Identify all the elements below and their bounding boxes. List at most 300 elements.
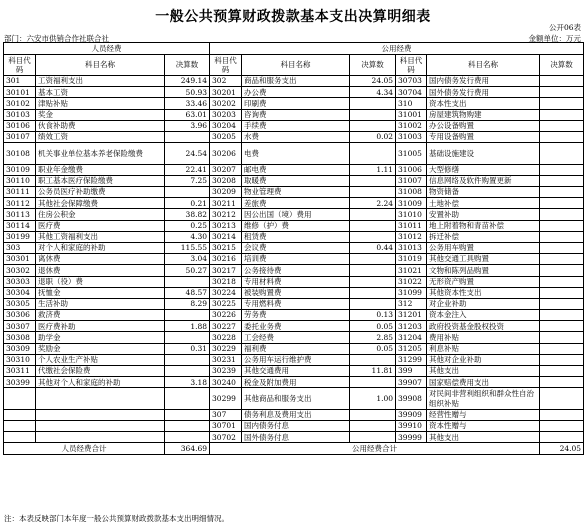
table-row (4, 388, 584, 410)
cell-amount-3 (540, 298, 584, 309)
cell-name-2: 被装购置费 (242, 287, 350, 298)
cell-amount-2: 0.13 (350, 310, 396, 321)
cell-code-2: 30211 (210, 198, 242, 209)
cell-amount-2: 0.44 (350, 242, 396, 253)
cell-name-1: 代缴社会保险费 (36, 366, 165, 377)
cell-name-3: 其他交通工具购置 (427, 254, 540, 265)
cell-name-3: 公务用车购置 (427, 242, 540, 253)
cell-amount-1: 50.93 (165, 87, 210, 98)
cell-code-3: 31007 (396, 175, 427, 186)
cell-name-2: 公务用车运行维护费 (242, 354, 350, 365)
cell-amount-1: 249.14 (165, 76, 210, 87)
cell-code-2: 30212 (210, 209, 242, 220)
cell-amount-3 (540, 321, 584, 332)
cell-name-2: 电费 (242, 143, 350, 165)
cell-name-2: 办公费 (242, 87, 350, 98)
cell-code-1 (4, 409, 36, 420)
cell-name-1: 机关事业单位基本养老保险缴费 (36, 143, 165, 165)
cell-code-3: 31003 (396, 131, 427, 142)
table-row (4, 242, 584, 253)
cell-code-1: 30309 (4, 343, 36, 354)
cell-code-2: 30205 (210, 131, 242, 142)
table-row (4, 421, 584, 432)
cell-name-2: 手续费 (242, 120, 350, 131)
cell-amount-3 (540, 354, 584, 365)
cell-code-3: 31201 (396, 310, 427, 321)
cell-code-2: 30299 (210, 388, 242, 410)
table-row (4, 143, 584, 165)
cell-name-2: 专用材料费 (242, 276, 350, 287)
cell-name-1: 基本工资 (36, 87, 165, 98)
cell-name-2: 专用燃料费 (242, 298, 350, 309)
cell-code-1: 30113 (4, 209, 36, 220)
cell-code-3: 39909 (396, 409, 427, 420)
header-code: 科目代码 (210, 55, 242, 76)
header-name: 科目名称 (427, 55, 540, 76)
table-row (4, 231, 584, 242)
cell-name-3: 基础设施建设 (427, 143, 540, 165)
cell-amount-2 (350, 265, 396, 276)
cell-code-3: 39999 (396, 432, 427, 443)
cell-name-2: 水费 (242, 131, 350, 142)
cell-amount-2 (350, 377, 396, 388)
cell-name-2: 咨询费 (242, 109, 350, 120)
cell-amount-1: 38.82 (165, 209, 210, 220)
cell-amount-2 (350, 187, 396, 198)
cell-name-2: 会议费 (242, 242, 350, 253)
cell-code-1: 30114 (4, 220, 36, 231)
cell-name-2: 其他交通费用 (242, 366, 350, 377)
total-public-label: 公用经费合计 (210, 443, 540, 455)
cell-code-1 (4, 421, 36, 432)
cell-code-2: 30217 (210, 265, 242, 276)
table-row (4, 254, 584, 265)
cell-amount-3 (540, 265, 584, 276)
cell-code-2: 30226 (210, 310, 242, 321)
cell-name-1: 医疗费 (36, 220, 165, 231)
cell-name-2: 租赁费 (242, 231, 350, 242)
cell-name-3: 物资储备 (427, 187, 540, 198)
cell-code-3: 39910 (396, 421, 427, 432)
cell-name-2: 印刷费 (242, 98, 350, 109)
cell-code-2: 30240 (210, 377, 242, 388)
table-row (4, 332, 584, 343)
cell-code-1: 30101 (4, 87, 36, 98)
cell-name-1: 其他对个人和家庭的补助 (36, 377, 165, 388)
cell-name-2: 商品和服务支出 (242, 76, 350, 87)
cell-name-1 (36, 409, 165, 420)
cell-name-1: 职工基本医疗保险缴费 (36, 175, 165, 186)
cell-code-2: 30224 (210, 287, 242, 298)
cell-amount-3 (540, 366, 584, 377)
cell-name-1: 退休费 (36, 265, 165, 276)
cell-amount-2 (350, 175, 396, 186)
table-row (4, 354, 584, 365)
cell-code-2: 30218 (210, 276, 242, 287)
cell-code-1: 30111 (4, 187, 36, 198)
department-label: 部门：六安市供销合作社联合社 (4, 34, 109, 43)
cell-code-3: 30704 (396, 87, 427, 98)
cell-name-1: 救济费 (36, 310, 165, 321)
table-row (4, 220, 584, 231)
cell-code-2: 30201 (210, 87, 242, 98)
cell-amount-1: 24.54 (165, 143, 210, 165)
page-title: 一般公共预算财政拨款基本支出决算明细表 (155, 9, 431, 25)
cell-name-2: 维修（护）费 (242, 220, 350, 231)
table-row (4, 87, 584, 98)
cell-amount-3 (540, 76, 584, 87)
cell-name-1: 伙食补助费 (36, 120, 165, 131)
cell-code-1: 303 (4, 242, 36, 253)
cell-amount-3 (540, 98, 584, 109)
section-header-public: 公用经费 (210, 43, 584, 55)
cell-amount-3 (540, 120, 584, 131)
cell-code-2: 30239 (210, 366, 242, 377)
table-row (4, 287, 584, 298)
cell-name-1: 其他工资福利支出 (36, 231, 165, 242)
cell-amount-2: 2.24 (350, 198, 396, 209)
cell-name-2: 债务利息及费用支出 (242, 409, 350, 420)
cell-name-1: 津贴补贴 (36, 98, 165, 109)
cell-amount-1 (165, 332, 210, 343)
cell-amount-2 (350, 143, 396, 165)
cell-code-3: 39908 (396, 388, 427, 410)
cell-amount-1: 0.21 (165, 198, 210, 209)
cell-amount-3 (540, 377, 584, 388)
cell-amount-2: 24.05 (350, 76, 396, 87)
cell-code-1: 30110 (4, 175, 36, 186)
cell-code-2: 30213 (210, 220, 242, 231)
cell-amount-1: 22.41 (165, 164, 210, 175)
cell-name-1: 其他社会保障缴费 (36, 198, 165, 209)
cell-code-3: 31019 (396, 254, 427, 265)
cell-code-2: 30702 (210, 432, 242, 443)
cell-name-1: 公务员医疗补助缴费 (36, 187, 165, 198)
table-row (4, 164, 584, 175)
cell-amount-1 (165, 310, 210, 321)
cell-code-1: 30107 (4, 131, 36, 142)
cell-amount-2 (350, 120, 396, 131)
table-row (4, 366, 584, 377)
cell-name-3: 资本性支出 (427, 98, 540, 109)
cell-code-3: 31012 (396, 231, 427, 242)
cell-amount-3 (540, 87, 584, 98)
cell-code-3: 31299 (396, 354, 427, 365)
cell-amount-1 (165, 366, 210, 377)
cell-code-2: 30229 (210, 343, 242, 354)
cell-name-3: 政府投资基金股权投资 (427, 321, 540, 332)
cell-code-1: 30102 (4, 98, 36, 109)
cell-amount-3 (540, 231, 584, 242)
cell-code-3: 31008 (396, 187, 427, 198)
cell-amount-2: 0.02 (350, 131, 396, 142)
cell-amount-1 (165, 131, 210, 142)
cell-name-3: 地上附着物和青苗补偿 (427, 220, 540, 231)
cell-name-1: 奖励金 (36, 343, 165, 354)
cell-name-3: 国外债务发行费用 (427, 87, 540, 98)
cell-amount-3 (540, 310, 584, 321)
cell-amount-1: 48.57 (165, 287, 210, 298)
cell-amount-2 (350, 98, 396, 109)
cell-amount-3 (540, 432, 584, 443)
cell-code-1: 30399 (4, 377, 36, 388)
cell-amount-2 (350, 298, 396, 309)
header-code: 科目代码 (396, 55, 427, 76)
cell-code-2: 30216 (210, 254, 242, 265)
cell-amount-3 (540, 209, 584, 220)
cell-code-1: 30306 (4, 310, 36, 321)
header-amount: 决算数 (165, 55, 210, 76)
cell-amount-1 (165, 421, 210, 432)
cell-name-1: 住房公积金 (36, 209, 165, 220)
cell-name-2: 福利费 (242, 343, 350, 354)
cell-code-1: 30308 (4, 332, 36, 343)
cell-name-1: 退职（役）费 (36, 276, 165, 287)
cell-amount-1 (165, 409, 210, 420)
cell-amount-3 (540, 109, 584, 120)
cell-name-1: 工资福利支出 (36, 76, 165, 87)
cell-amount-1: 4.30 (165, 231, 210, 242)
cell-amount-1: 115.55 (165, 242, 210, 253)
cell-amount-1: 33.46 (165, 98, 210, 109)
cell-amount-3 (540, 421, 584, 432)
cell-amount-3 (540, 131, 584, 142)
cell-name-2: 劳务费 (242, 310, 350, 321)
cell-code-2: 30225 (210, 298, 242, 309)
cell-name-3: 信息网络及软件购置更新 (427, 175, 540, 186)
cell-amount-1: 63.01 (165, 109, 210, 120)
cell-name-1 (36, 432, 165, 443)
cell-code-3: 31001 (396, 109, 427, 120)
cell-name-3: 房屋建筑物购建 (427, 109, 540, 120)
cell-code-3: 31022 (396, 276, 427, 287)
cell-amount-3 (540, 143, 584, 165)
cell-code-3: 310 (396, 98, 427, 109)
cell-amount-2 (350, 409, 396, 420)
cell-amount-2: 1.00 (350, 388, 396, 410)
cell-amount-1: 0.25 (165, 220, 210, 231)
cell-amount-2: 0.05 (350, 343, 396, 354)
cell-name-1: 职业年金缴费 (36, 164, 165, 175)
cell-code-3: 31006 (396, 164, 427, 175)
cell-name-1: 个人农业生产补贴 (36, 354, 165, 365)
table-row (4, 298, 584, 309)
table-row (4, 209, 584, 220)
cell-name-2: 差旅费 (242, 198, 350, 209)
cell-name-2: 委托业务费 (242, 321, 350, 332)
cell-code-1: 30310 (4, 354, 36, 365)
cell-amount-1 (165, 354, 210, 365)
cell-name-2: 因公出国（境）费用 (242, 209, 350, 220)
cell-code-2: 30701 (210, 421, 242, 432)
cell-name-1: 离休费 (36, 254, 165, 265)
cell-name-3: 专用设备购置 (427, 131, 540, 142)
cell-amount-2 (350, 432, 396, 443)
cell-code-3: 312 (396, 298, 427, 309)
cell-name-3: 其他支出 (427, 366, 540, 377)
cell-amount-2 (350, 220, 396, 231)
cell-name-2: 工会经费 (242, 332, 350, 343)
cell-name-3: 土地补偿 (427, 198, 540, 209)
cell-name-2: 其他商品和服务支出 (242, 388, 350, 410)
cell-code-3: 31010 (396, 209, 427, 220)
cell-code-1: 30199 (4, 231, 36, 242)
table-row (4, 265, 584, 276)
cell-name-2: 培训费 (242, 254, 350, 265)
cell-amount-2: 4.34 (350, 87, 396, 98)
cell-amount-2: 1.11 (350, 164, 396, 175)
cell-code-2: 30208 (210, 175, 242, 186)
cell-amount-1: 3.96 (165, 120, 210, 131)
cell-code-2: 30203 (210, 109, 242, 120)
cell-name-3: 拆迁补偿 (427, 231, 540, 242)
cell-name-1 (36, 421, 165, 432)
cell-code-2: 30206 (210, 143, 242, 165)
cell-amount-3 (540, 175, 584, 186)
cell-amount-3 (540, 276, 584, 287)
cell-name-3: 办公设备购置 (427, 120, 540, 131)
cell-name-2: 取暖费 (242, 175, 350, 186)
cell-name-3: 资本金注入 (427, 310, 540, 321)
cell-name-3: 安置补助 (427, 209, 540, 220)
cell-amount-3 (540, 198, 584, 209)
cell-amount-1 (165, 187, 210, 198)
cell-code-1 (4, 388, 36, 410)
total-personnel-label: 人员经费合计 (4, 443, 165, 455)
cell-code-3: 31204 (396, 332, 427, 343)
cell-name-3: 其他资本性支出 (427, 287, 540, 298)
cell-amount-3 (540, 254, 584, 265)
cell-code-1: 30304 (4, 287, 36, 298)
cell-code-1: 30106 (4, 120, 36, 131)
cell-code-3: 31005 (396, 143, 427, 165)
cell-name-2: 国外债务付息 (242, 432, 350, 443)
cell-amount-2 (350, 231, 396, 242)
cell-code-2: 30231 (210, 354, 242, 365)
cell-amount-2 (350, 276, 396, 287)
cell-name-3: 大型修缮 (427, 164, 540, 175)
table-row (4, 198, 584, 209)
cell-code-2: 30227 (210, 321, 242, 332)
cell-code-2: 30207 (210, 164, 242, 175)
cell-code-3: 31009 (396, 198, 427, 209)
cell-code-2: 30214 (210, 231, 242, 242)
cell-name-1: 助学金 (36, 332, 165, 343)
cell-name-2: 物业管理费 (242, 187, 350, 198)
cell-name-2: 税金及附加费用 (242, 377, 350, 388)
cell-name-3: 其他对企业补助 (427, 354, 540, 365)
cell-amount-1: 7.25 (165, 175, 210, 186)
total-public-value: 24.05 (540, 443, 584, 455)
cell-code-1: 30305 (4, 298, 36, 309)
header-amount: 决算数 (350, 55, 396, 76)
cell-name-1: 对个人和家庭的补助 (36, 242, 165, 253)
cell-name-3: 国家赔偿费用支出 (427, 377, 540, 388)
cell-name-1: 奖金 (36, 109, 165, 120)
table-row (4, 109, 584, 120)
cell-code-3: 31002 (396, 120, 427, 131)
cell-code-2: 307 (210, 409, 242, 420)
table-row (4, 409, 584, 420)
cell-amount-1 (165, 388, 210, 410)
cell-code-1: 30307 (4, 321, 36, 332)
cell-amount-2: 11.81 (350, 366, 396, 377)
cell-name-2: 国内债务付息 (242, 421, 350, 432)
cell-amount-3 (540, 220, 584, 231)
cell-amount-2: 2.85 (350, 332, 396, 343)
cell-amount-3 (540, 409, 584, 420)
cell-code-1: 30103 (4, 109, 36, 120)
expenditure-table (3, 42, 584, 455)
cell-amount-1 (165, 432, 210, 443)
cell-name-3: 无形资产购置 (427, 276, 540, 287)
table-row (4, 131, 584, 142)
cell-amount-1: 8.29 (165, 298, 210, 309)
cell-name-2: 邮电费 (242, 164, 350, 175)
cell-name-3: 其他支出 (427, 432, 540, 443)
table-row (4, 76, 584, 87)
cell-code-3: 39907 (396, 377, 427, 388)
cell-code-3: 31205 (396, 343, 427, 354)
cell-name-3: 国内债务发行费用 (427, 76, 540, 87)
cell-name-1 (36, 388, 165, 410)
cell-code-1: 30302 (4, 265, 36, 276)
table-row (4, 321, 584, 332)
cell-code-2: 30204 (210, 120, 242, 131)
cell-amount-3 (540, 388, 584, 410)
cell-amount-2 (350, 354, 396, 365)
cell-amount-2 (350, 421, 396, 432)
form-number: 公开06表 (548, 23, 581, 32)
cell-amount-3 (540, 242, 584, 253)
table-row (4, 432, 584, 443)
cell-code-3: 31021 (396, 265, 427, 276)
cell-name-3: 对民间非营利组织和群众性自治组织补贴 (427, 388, 540, 410)
cell-amount-2: 0.05 (350, 321, 396, 332)
cell-code-1: 30112 (4, 198, 36, 209)
section-header-personnel: 人员经费 (4, 43, 210, 55)
cell-amount-2 (350, 287, 396, 298)
cell-code-1 (4, 432, 36, 443)
table-row (4, 310, 584, 321)
header-amount: 决算数 (540, 55, 584, 76)
cell-amount-1: 3.04 (165, 254, 210, 265)
cell-amount-3 (540, 332, 584, 343)
cell-code-1: 301 (4, 76, 36, 87)
table-row (4, 377, 584, 388)
cell-amount-2 (350, 254, 396, 265)
total-personnel-value: 364.69 (165, 443, 210, 455)
cell-amount-3 (540, 287, 584, 298)
table-row (4, 187, 584, 198)
cell-name-3: 对企业补助 (427, 298, 540, 309)
cell-name-1: 绩效工资 (36, 131, 165, 142)
unit-label: 金额单位：万元 (528, 34, 581, 43)
cell-code-1: 30303 (4, 276, 36, 287)
cell-code-1: 30301 (4, 254, 36, 265)
cell-code-2: 30202 (210, 98, 242, 109)
cell-name-3: 资本性赠与 (427, 421, 540, 432)
cell-code-1: 30109 (4, 164, 36, 175)
header-name: 科目名称 (242, 55, 350, 76)
table-row (4, 343, 584, 354)
cell-code-2: 30209 (210, 187, 242, 198)
cell-amount-3 (540, 343, 584, 354)
cell-code-2: 30215 (210, 242, 242, 253)
cell-name-2: 公务接待费 (242, 265, 350, 276)
footnote: 注：本表反映部门本年度一般公共预算财政拨款基本支出明细情况。 (4, 514, 229, 523)
cell-amount-3 (540, 164, 584, 175)
